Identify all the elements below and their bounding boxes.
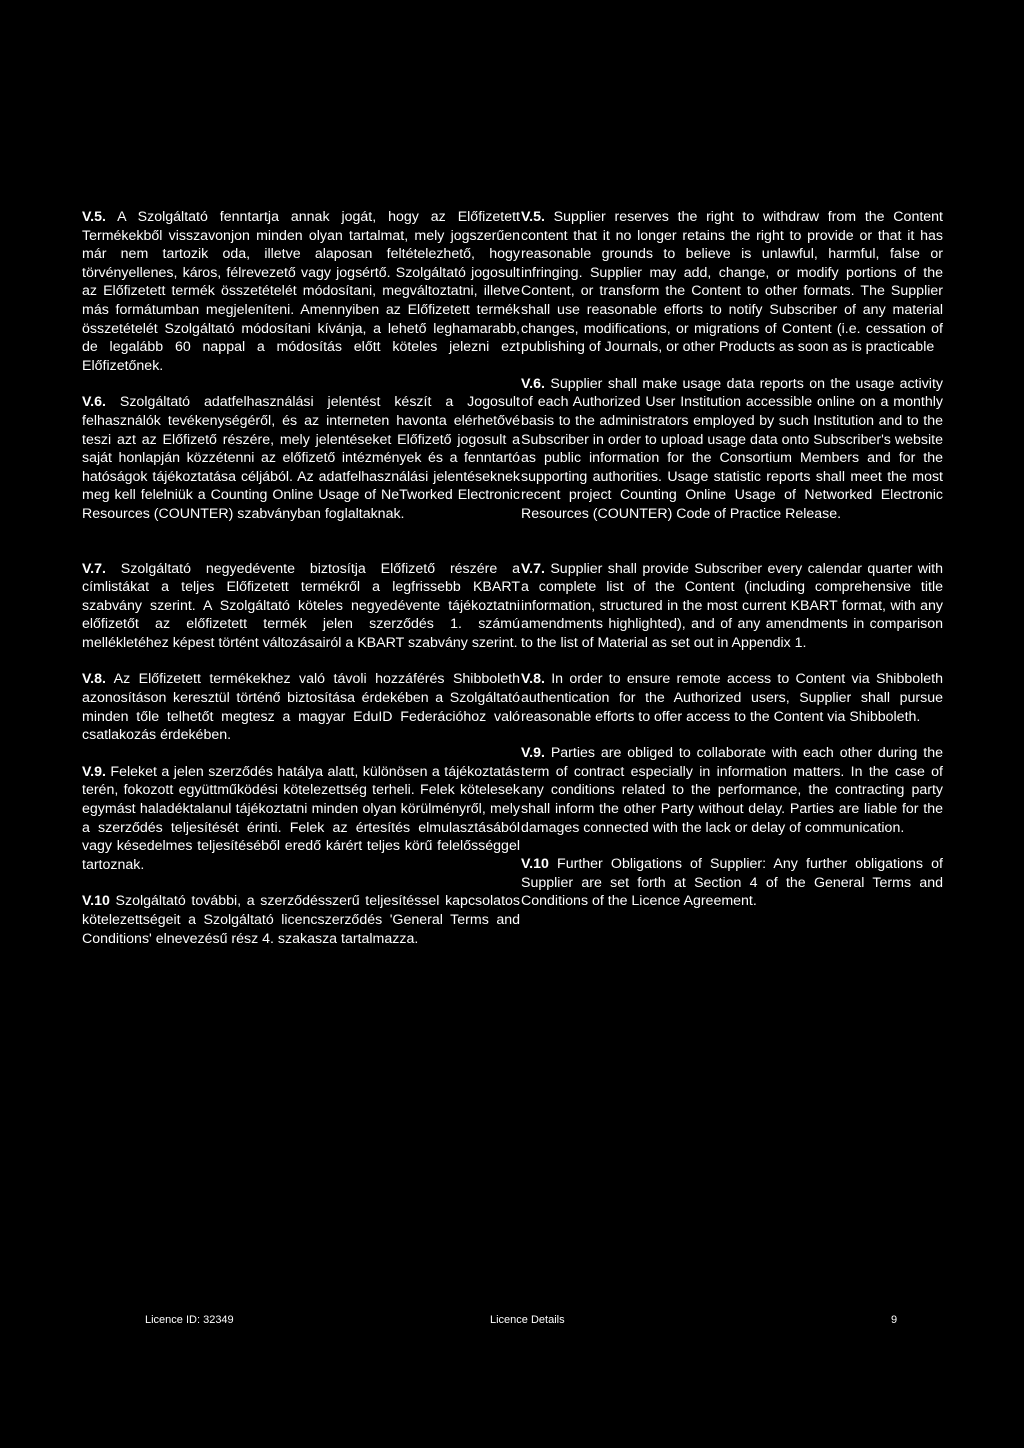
clause-hu-v7 [82,560,520,653]
clause-text: Further Obligations of Supplier: Any further obligations of Supplier are set forth at Section 4 of the General Terms and Conditions of the Licence Agreement. [521,856,943,910]
clause-number: V.7. [82,560,106,577]
clause-number: V.8. [521,671,545,688]
clause-number: V.9. [82,763,106,780]
clause-text: Supplier shall provide Subscriber every calendar quarter with a complete list of the Content (including comprehensive title information, structured in the most current KBART format, with any amendments highlighted), and of any amendments in comparison to the list of Material as set out in Appendix 1. [521,560,943,651]
clause-number: V.10 [521,856,549,873]
footer-section-title: Licence Details [490,1314,565,1326]
english-column [521,208,943,911]
clause-number: V.5. [521,209,545,225]
footer-licence-id: Licence ID: 32349 [145,1314,234,1326]
clause-en-v7 [521,560,943,653]
clause-text: Szolgáltató további, a szerződésszerű teljesítéssel kapcsolatos kötelezettségeit a Szolgáltató licencszerződés 'General Terms and Conditions' elnevezésű rész 4. szakasza tartalmazza. [82,893,520,947]
clause-en-v6 [521,375,943,524]
clause-hu-v9 [82,763,520,875]
clause-text: Parties are obliged to collaborate with each other during the term of contract especially in information matters. In the case of any conditions related to the performance, the contracting party shall inform the other Party without delay. Parties are liable for the damages connected with the lack or delay of communication. [521,745,943,836]
clause-number: V.6. [82,394,106,411]
clause-en-v9 [521,744,943,837]
hungarian-column [82,208,520,948]
clause-number: V.10 [82,893,110,910]
clause-number: V.9. [521,745,545,762]
footer-page-number: 9 [891,1314,898,1326]
clause-number: V.8. [82,671,106,688]
clause-text: Supplier reserves the right to withdraw from the Content content that it no longer retains the right to provide or that it has reasonable grounds to believe is unlawful, harmful, false or infringing. Supplier may add, change, or modify portions of the Content, or transform the Content to other formats. The Supplier shall use reasonable efforts to notify Subscriber of any material changes, modifications, or migrations of Content (i.e. cessation of publishing of Journals, or other Products as soon as is practicable [521,209,943,356]
clause-text: Szolgáltató adatfelhasználási jelentést készít a Jogosult felhasználók tevékenységéről, és az interneten havonta elérhetővé teszi azt az Előfizető részére, mely jelentéseket Előfizető jogosult a saját honlapján közzétenni az előfizető intézmények és a fenntartó hatóságok tájékoztatása céljából. Az adatfelhasználási jelentéseknek meg kell felelniük a Counting Online Usage of NeTworked Electronic Resources (COUNTER) szabványban foglaltaknak. [82,394,520,522]
clause-number: V.7. [521,560,545,577]
clause-text: In order to ensure remote access to Content via Shibboleth authentication for the Authorized users, Supplier shall pursue reasonable efforts to offer access to the Content via Shibboleth. [521,671,943,725]
clause-hu-v5 [82,208,520,375]
clause-text: Az Előfizetett termékekhez való távoli hozzáférés Shibboleth azonosításon keresztül történő biztosítása érdekében a Szolgáltató minden tőle telhetőt megtesz a magyar EduID Federációhoz való csatlakozás érdekében. [82,671,520,744]
clause-number: V.5. [82,209,106,225]
clause-hu-v8 [82,670,520,744]
clause-hu-v10 [82,892,520,948]
clause-hu-v6 [82,393,520,523]
clause-text: A Szolgáltató fenntartja annak jogát, hogy az Előfizetett Termékekből visszavonjon minden olyan tartalmat, mely jogszerűen már nem tartozik oda, illetve alaposan feltételezhető, hogy törvényellenes, káros, félrevezető vagy jogsértő. Szolgáltató jogosult az Előfizetett termék összetételét módosítani, megváltoztatni, illetve más formátumban megjeleníteni. Amennyiben az Előfizetett termék összetételét Szolgáltató módosítani kívánja, a lehető leghamarabb, de legalább 60 nappal a módosítás előtt köteles jelezni ezt Előfizetőnek. [82,209,520,374]
clause-number: V.6. [521,375,545,392]
clause-text: Szolgáltató negyedévente biztosítja Előfizető részére a címlistákat a teljes Előfizetett termékről a legfrissebb KBART szabvány szerint. A Szolgáltató köteles negyedévente tájékoztatni előfizetőt az előfizetett termék jelen szerződés 1. számú mellékletéhez képest történt változásairól a KBART szabvány szerint. [82,560,520,651]
clause-en-v5 [521,208,943,357]
clause-text: Supplier shall make usage data reports on the usage activity of each Authorized User Institution accessible online on a monthly basis to the administrators employed by such Institution and to the Subscriber in order to upload usage data onto Subscriber's website as public information for the Consortium Members and for the supporting authorities. Usage statistic reports shall meet the most recent project Counting Online Usage of Networked Electronic Resources (COUNTER) Code of Practice Release. [521,375,943,522]
clause-en-v8 [521,670,943,726]
clause-en-v10 [521,855,943,911]
clause-text: Feleket a jelen szerződés hatálya alatt, különösen a tájékoztatás terén, fokozott együttműködési kötelezettség terheli. Felek kötelesek egymást haladéktalanul tájékoztatni minden olyan körülményről, mely a szerződés teljesítését érinti. Felek az értesítés elmulasztásából vagy késedelmes teljesítéséből eredő kárért teljes körű felelősséggel tartoznak. [82,763,520,873]
